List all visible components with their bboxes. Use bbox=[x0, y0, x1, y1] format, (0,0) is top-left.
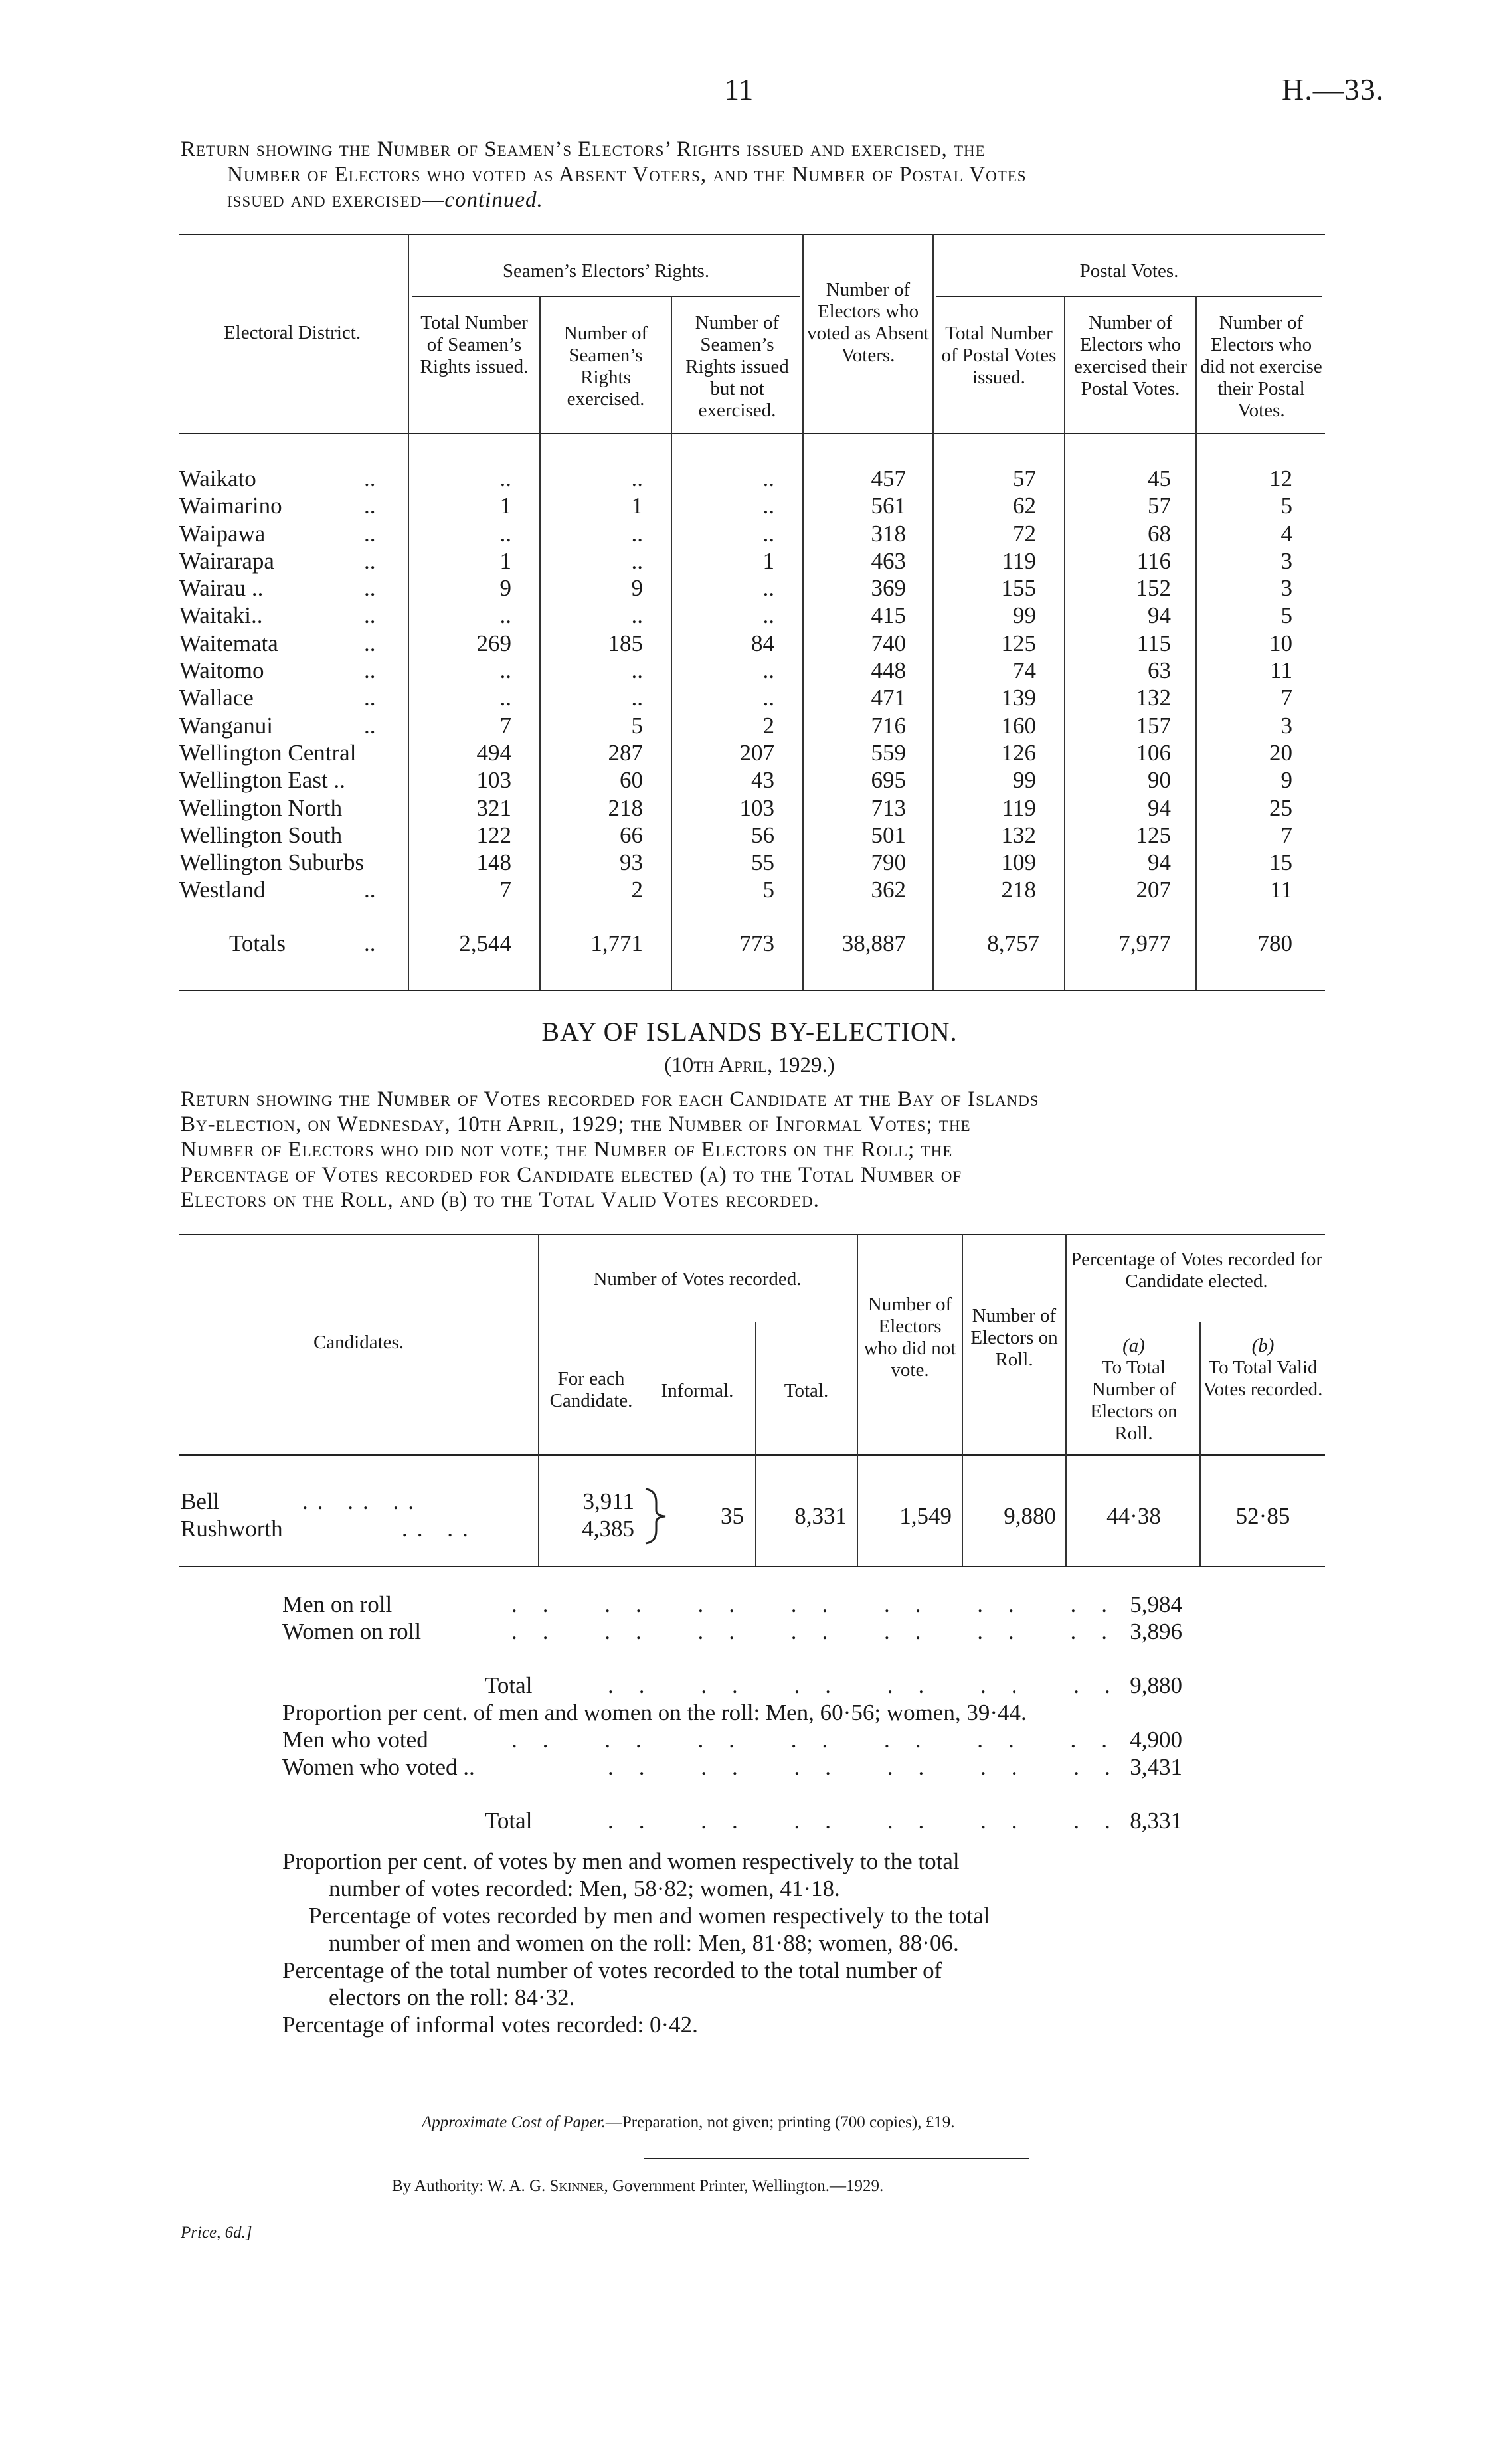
total-roll-leader: .. .. .. .. .. .. bbox=[608, 1672, 1136, 1698]
men-on-roll-leader: .. .. .. .. .. .. .. bbox=[511, 1591, 1132, 1617]
pct-votes-line-2: number of men and women on the roll: Men, 81·88; women, 88·06. bbox=[329, 1930, 959, 1956]
header-postal-not-exercised: Number of Electors who did not exercise their Postal Votes. bbox=[1200, 312, 1322, 421]
did-not-vote-count: 1,549 bbox=[899, 1503, 952, 1529]
exercised-column: .. 1 .. .. 9 .. 185 .. .. 5 287 60 218 66 93 2 bbox=[608, 466, 643, 903]
not-exercised-column: .. .. .. 1 .. .. 84 .. .. 2 207 43 103 56 55 5 bbox=[739, 466, 774, 903]
cand-col-divider-5 bbox=[1065, 1234, 1067, 1566]
candidates-table-bottom-rule bbox=[179, 1566, 1325, 1567]
table-row: Waikato .. bbox=[179, 466, 376, 491]
header-candidates: Candidates. bbox=[313, 1332, 404, 1353]
postal-not-column: 12 5 4 3 3 5 10 11 7 3 20 9 25 7 15 11 bbox=[1269, 466, 1292, 903]
seamen-col-divider-4 bbox=[802, 234, 804, 990]
pct-a-value: 44·38 bbox=[1106, 1503, 1161, 1529]
document-code: H.—33. bbox=[1282, 72, 1385, 106]
pct-informal: Percentage of informal votes recorded: 0·42. bbox=[282, 2012, 698, 2038]
table-row: Wanganui .. bbox=[179, 712, 376, 739]
total-exercised: 1,771 bbox=[590, 930, 643, 956]
men-on-roll-value: 5,984 bbox=[1130, 1591, 1182, 1617]
return-line-1: Return showing the Number of Votes recorded for each Candidate at the Bay of Islands bbox=[181, 1087, 1039, 1111]
seamen-group-rule bbox=[412, 296, 800, 297]
cand-col-divider-6 bbox=[1199, 1322, 1201, 1566]
total-voted-value: 8,331 bbox=[1130, 1808, 1182, 1834]
women-on-roll-label: Women on roll bbox=[282, 1619, 422, 1644]
cost-of-paper bbox=[422, 2113, 954, 2132]
header-pct-b-text: To Total Valid Votes recorded. bbox=[1203, 1357, 1323, 1400]
table-row: Wellington South bbox=[179, 822, 343, 848]
candidates-table-top-rule bbox=[179, 1234, 1325, 1235]
header-postal-exercised: Number of Electors who exercised their Postal Votes. bbox=[1074, 312, 1187, 399]
candidate-votes-bell: 3,911 bbox=[582, 1488, 634, 1514]
seamen-col-divider-2 bbox=[539, 296, 541, 990]
by-election-return-text bbox=[181, 1087, 1323, 1213]
seamen-title-line-1: Return showing the Number of Seamen’s Electors’ Rights issued and exercised, the bbox=[181, 137, 986, 161]
total-not-exercised: 773 bbox=[739, 930, 774, 956]
page-number: 11 bbox=[724, 72, 754, 106]
header-postal-votes-group: Postal Votes. bbox=[1079, 260, 1179, 282]
seamen-col-divider-5 bbox=[932, 234, 934, 990]
men-on-roll-label: Men on roll bbox=[282, 1591, 393, 1617]
postal-exercised-column: 45 57 68 116 152 94 115 63 132 157 106 90 94 125 94 207 bbox=[1136, 466, 1171, 903]
header-pct-b bbox=[1202, 1335, 1324, 1401]
candidate-name-bell: Bell bbox=[181, 1488, 220, 1514]
table-row: Waitaki.. .. bbox=[179, 602, 376, 629]
total-votes: 8,331 bbox=[794, 1503, 847, 1529]
seamen-table-header-rule bbox=[179, 433, 1325, 434]
on-roll-count: 9,880 bbox=[1004, 1503, 1056, 1529]
candidate-dots-rushworth: .. .. bbox=[402, 1516, 478, 1541]
table-row: Waipawa .. bbox=[179, 520, 376, 547]
authority-a: By Authority: W. A. G. bbox=[392, 2177, 550, 2195]
total-voted-label: Total bbox=[485, 1808, 533, 1834]
seamen-title-line-2: Number of Electors who voted as Absent Voters, and the Number of Postal Votes bbox=[227, 163, 1027, 187]
return-line-3: Number of Electors who did not vote; the Number of Electors on the Roll; the bbox=[181, 1138, 953, 1162]
women-voted-label: Women who voted .. bbox=[282, 1754, 475, 1780]
table-row: Waitemata .. bbox=[179, 630, 376, 656]
by-election-title: BAY OF ISLANDS BY-ELECTION. bbox=[541, 1017, 958, 1047]
header-pct-b-tag: (b) bbox=[1251, 1335, 1275, 1356]
seamen-table-bottom-rule bbox=[179, 990, 1325, 991]
cand-col-divider-1 bbox=[538, 1234, 539, 1566]
postal-group-rule bbox=[936, 296, 1322, 297]
prop-votes-line-2: number of votes recorded: Men, 58·82; women, 41·18. bbox=[329, 1876, 840, 1901]
header-votes-recorded-group: Number of Votes recorded. bbox=[593, 1269, 802, 1290]
header-total: Total. bbox=[784, 1380, 829, 1401]
men-voted-label: Men who voted bbox=[282, 1727, 428, 1753]
table-row: Wallace .. bbox=[179, 685, 376, 711]
header-pct-a-tag: (a) bbox=[1122, 1335, 1145, 1356]
header-absent-voters: Number of Electors who voted as Absent Voters. bbox=[807, 279, 929, 366]
header-total-issued: Total Number of Seamen’s Rights issued. bbox=[420, 312, 529, 377]
seamen-col-divider-3 bbox=[671, 296, 672, 990]
candidate-dots-bell: .. .. .. bbox=[302, 1488, 423, 1514]
men-voted-value: 4,900 bbox=[1130, 1727, 1182, 1753]
by-election-date: (10th April, 1929.) bbox=[664, 1053, 835, 1077]
header-seamens-rights-group: Seamen’s Electors’ Rights. bbox=[502, 260, 710, 282]
candidate-name-rushworth: Rushworth bbox=[181, 1516, 283, 1541]
total-postal-issued: 8,757 bbox=[987, 930, 1039, 956]
header-exercised: Number of Seamen’s Rights exercised. bbox=[563, 323, 648, 410]
seamen-title-line-3-a: issued and exercised— bbox=[227, 188, 445, 212]
informal-votes: 35 bbox=[721, 1503, 744, 1529]
header-not-exercised: Number of Seamen’s Rights issued but not exercised. bbox=[685, 312, 789, 421]
header-on-roll: Number of Electors on Roll. bbox=[970, 1305, 1058, 1370]
total-issued: 2,544 bbox=[459, 930, 511, 956]
footer-rule bbox=[644, 2158, 1029, 2159]
totals-label: Totals bbox=[229, 930, 286, 956]
cand-col-divider-3 bbox=[857, 1234, 858, 1566]
pct-total-line-1: Percentage of the total number of votes recorded to the total number of bbox=[282, 1957, 942, 1983]
women-on-roll-leader: .. .. .. .. .. .. .. bbox=[511, 1619, 1132, 1644]
table-row: Wellington Suburbs bbox=[179, 849, 365, 876]
authority-b: , Government Printer, Wellington.—1929. bbox=[604, 2177, 884, 2195]
return-line-2: By-election, on Wednesday, 10th April, 1929; the Number of Informal Votes; the bbox=[181, 1112, 971, 1136]
proportion-on-roll: Proportion per cent. of men and women on the roll: Men, 60·56; women, 39·44. bbox=[282, 1700, 1027, 1725]
table-row: Wellington North bbox=[179, 794, 343, 821]
cost-label: Approximate Cost of Paper. bbox=[422, 2113, 606, 2131]
table-row: Westland .. bbox=[179, 877, 376, 903]
total-roll-label: Total bbox=[485, 1672, 533, 1698]
issued-column: .. 1 .. 1 9 .. 269 .. .. 7 494 103 321 122 148 7 bbox=[476, 466, 511, 903]
header-pct-a-text: To Total Number of Electors on Roll. bbox=[1090, 1357, 1178, 1444]
cand-col-divider-4 bbox=[962, 1234, 963, 1566]
seamen-table-top-rule bbox=[179, 234, 1325, 235]
authority-line bbox=[392, 2177, 883, 2196]
cost-text: —Preparation, not given; printing (700 copies), £19. bbox=[605, 2113, 955, 2131]
seamen-col-divider-1 bbox=[408, 234, 409, 990]
header-pct-a bbox=[1069, 1335, 1198, 1445]
seamen-title-line-3 bbox=[181, 187, 1323, 213]
return-line-5: Electors on the Roll, and (b) to the Total Valid Votes recorded. bbox=[181, 1188, 820, 1212]
men-voted-leader: .. .. .. .. .. .. .. bbox=[511, 1727, 1132, 1753]
women-on-roll-value: 3,896 bbox=[1130, 1619, 1182, 1644]
absent-voters-column: 457 561 318 463 369 415 740 448 471 716 559 695 713 501 790 362 bbox=[871, 466, 906, 903]
header-electoral-district: Electoral District. bbox=[223, 322, 361, 343]
total-postal-not: 780 bbox=[1257, 930, 1292, 956]
total-voted-leader: .. .. .. .. .. .. bbox=[608, 1808, 1136, 1834]
seamen-col-divider-7 bbox=[1195, 296, 1197, 990]
cand-col-divider-2 bbox=[755, 1322, 756, 1566]
totals-dots: .. bbox=[364, 930, 376, 956]
header-for-each-candidate: For each Candidate. bbox=[549, 1368, 633, 1411]
pct-votes-line-1: Percentage of votes recorded by men and women respectively to the total bbox=[309, 1903, 990, 1929]
prop-votes-line-1: Proportion per cent. of votes by men and women respectively to the total bbox=[282, 1848, 960, 1874]
total-absent: 38,887 bbox=[841, 930, 906, 956]
header-postal-issued: Total Number of Postal Votes issued. bbox=[941, 323, 1057, 388]
women-voted-value: 3,431 bbox=[1130, 1754, 1182, 1780]
header-informal: Informal. bbox=[661, 1380, 734, 1401]
total-roll-value: 9,880 bbox=[1130, 1672, 1182, 1698]
postal-issued-column: 57 62 72 119 155 99 125 74 139 160 126 99 119 132 109 218 bbox=[1001, 466, 1036, 903]
table-row: Waimarino .. bbox=[179, 493, 376, 519]
district-column bbox=[179, 465, 405, 904]
table-row: Wellington East .. bbox=[179, 767, 345, 794]
table-row: Wellington Central bbox=[179, 739, 357, 766]
pct-total-line-2: electors on the roll: 84·32. bbox=[329, 1984, 575, 2010]
table-row: Waitomo .. bbox=[179, 658, 376, 684]
authority-name: Skinner bbox=[549, 2177, 604, 2195]
seamen-title-continued: continued. bbox=[444, 188, 543, 212]
women-voted-leader: .. .. .. .. .. .. bbox=[608, 1754, 1136, 1780]
candidate-votes-rushworth: 4,385 bbox=[582, 1516, 634, 1541]
header-pct-group: Percentage of Votes recorded for Candidate elected. bbox=[1071, 1249, 1322, 1292]
seamen-col-divider-6 bbox=[1064, 296, 1065, 990]
right-brace-icon bbox=[643, 1486, 669, 1546]
pct-b-value: 52·85 bbox=[1235, 1503, 1290, 1529]
return-line-4: Percentage of Votes recorded for Candidate elected (a) to the Total Number of bbox=[181, 1163, 962, 1187]
table-row: Wairarapa .. bbox=[179, 547, 376, 574]
candidates-table-header-rule bbox=[179, 1454, 1325, 1456]
table-row: Wairau .. .. bbox=[179, 575, 376, 602]
total-postal-exercised: 7,977 bbox=[1118, 930, 1171, 956]
header-did-not-vote: Number of Electors who did not vote. bbox=[863, 1294, 956, 1381]
price: Price, 6d.] bbox=[181, 2224, 252, 2242]
seamen-return-title bbox=[181, 137, 1323, 213]
